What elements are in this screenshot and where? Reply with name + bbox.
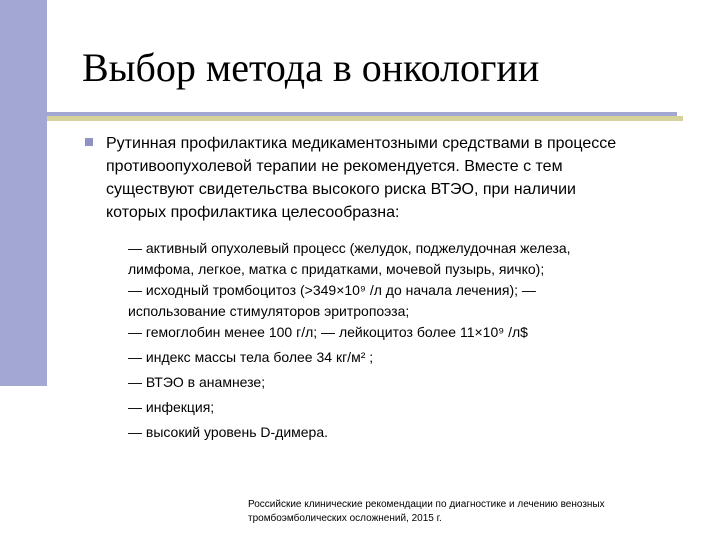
risk-factor-list <box>128 238 698 443</box>
list-item: — ВТЭО в анамнезе; <box>128 374 266 390</box>
square-bullet-icon <box>85 138 93 146</box>
list-item: — индекс массы тела более 34 кг/м² ; <box>128 349 374 365</box>
bullet-line: существуют свидетельства высокого риска ВТЭО, при наличии <box>106 181 576 198</box>
list-item: — инфекция; <box>128 399 215 415</box>
list-item: — гемоглобин менее 100 г/л; — лейкоцитоз более 11×10⁹ /л$ <box>128 324 528 340</box>
bullet-paragraph <box>106 132 706 224</box>
bullet-line: которых профилактика целесообразна: <box>106 204 400 221</box>
list-item: лимфома, легкое, матка с придатками, мочевой пузырь, яичко); <box>128 261 545 277</box>
title-rule-khaki <box>47 116 683 121</box>
source-citation <box>248 498 605 525</box>
list-item: — высокий уровень D-димера. <box>128 424 329 440</box>
list-item: использование стимуляторов эритропоэза; <box>128 303 410 319</box>
list-item: — исходный тромбоцитоз (>349×10⁹ /л до начала лечения); — <box>128 282 536 298</box>
bullet-line: противоопухолевой терапии не рекомендуется. Вместе с тем <box>106 158 563 175</box>
sidebar-accent <box>0 0 47 386</box>
citation-line: Российские клинические рекомендации по диагностике и лечению венозных <box>248 499 605 510</box>
citation-line: тромбоэмболических осложнений, 2015 г. <box>248 512 442 524</box>
list-item: — активный опухолевый процесс (желудок, поджелудочная железа, <box>128 240 571 256</box>
slide-title: Выбор метода в онкологии <box>82 45 540 90</box>
bullet-line: Рутинная профилактика медикаментозными средствами в процессе <box>106 135 617 152</box>
